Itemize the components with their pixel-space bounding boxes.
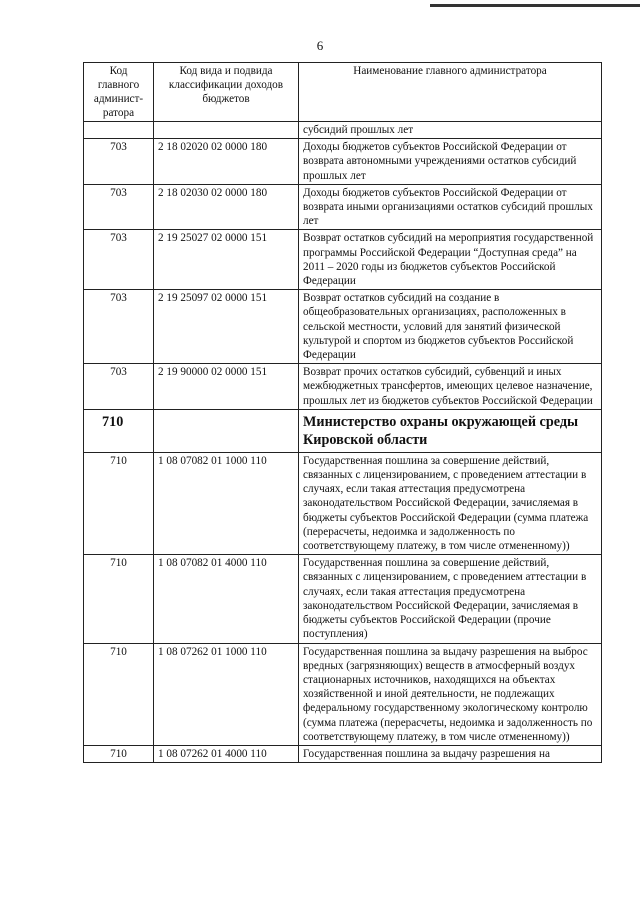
header-admin-code: Код главного админист-ратора (84, 63, 154, 122)
table-row (84, 230, 602, 290)
cell-admin-code (84, 122, 154, 139)
cell-admin-name: Министерство охраны окружающей среды Кировской области (299, 409, 602, 452)
cell-admin-name: Возврат остатков субсидий на мероприятия государственной программы Российской Федерации “Доступная среда” на 2011 – 2020 годы из бюджетов субъектов Российской Федерации (299, 230, 602, 290)
cell-admin-name: Государственная пошлина за совершение действий, связанных с лицензированием, с проведением аттестации в случаях, если такая аттестация предусмотрена законодательством Российской Федерации, зачисляемая в бюджеты субъектов Российской Федерации (прочие поступления) (299, 555, 602, 643)
cell-revenue-code: 1 08 07082 01 4000 110 (154, 555, 299, 643)
cell-revenue-code (154, 122, 299, 139)
table-row (84, 184, 602, 230)
cell-admin-code: 703 (84, 364, 154, 410)
table-row (84, 290, 602, 364)
header-revenue-code: Код вида и подвида классификации доходов бюджетов (154, 63, 299, 122)
cell-admin-code: 710 (84, 452, 154, 554)
cell-admin-name: Возврат остатков субсидий на создание в общеобразовательных организациях, расположенных в сельской местности, условий для занятий физической культурой и спортом из бюджетов субъектов Российской Федерации (299, 290, 602, 364)
cell-admin-code: 703 (84, 290, 154, 364)
cell-revenue-code (154, 409, 299, 452)
cell-admin-name: Доходы бюджетов субъектов Российской Федерации от возврата иными организациями остатков субсидий прошлых лет (299, 184, 602, 230)
cell-revenue-code: 1 08 07262 01 4000 110 (154, 745, 299, 762)
cell-admin-name: Государственная пошлина за совершение действий, связанных с лицензированием, с проведением аттестации в случаях, если такая аттестация предусмотрена законодательством Российской Федерации, зачисляемая в бюджеты субъектов Российской Федерации (сумма платежа (перерасчеты, недоимка и задолженность по соответствующему платежу, в том числе отмененному)) (299, 452, 602, 554)
revenue-administrators-table (83, 62, 602, 763)
cell-admin-name: субсидий прошлых лет (299, 122, 602, 139)
cell-admin-code: 710 (84, 745, 154, 762)
cell-admin-code: 703 (84, 230, 154, 290)
cell-revenue-code: 2 18 02030 02 0000 180 (154, 184, 299, 230)
cell-admin-name: Доходы бюджетов субъектов Российской Федерации от возврата автономными учреждениями остатков субсидий прошлых лет (299, 139, 602, 185)
page-number: 6 (316, 38, 324, 53)
cell-admin-name: Государственная пошлина за выдачу разрешения на (299, 745, 602, 762)
cell-revenue-code: 1 08 07262 01 1000 110 (154, 643, 299, 745)
cell-admin-name: Возврат прочих остатков субсидий, субвенций и иных межбюджетных трансфертов, имеющих целевое назначение, прошлых лет из бюджетов субъектов Российской Федерации (299, 364, 602, 410)
table-row (84, 139, 602, 185)
section-row (84, 409, 602, 452)
cell-admin-code: 710 (84, 409, 154, 452)
table-row (84, 122, 602, 139)
cell-admin-code: 710 (84, 643, 154, 745)
header-admin-name: Наименование главного администратора (299, 63, 602, 122)
cell-admin-name: Государственная пошлина за выдачу разрешения на выброс вредных (загрязняющих) веществ в атмосферный воздух стационарных источников, находящихся на объектах хозяйственной и иной деятельности, не подлежащих федеральному государственному экологическому контролю (сумма платежа (перерасчеты, недоимка и задолженность по соответствующему платежу, в том числе отмененному)) (299, 643, 602, 745)
cell-revenue-code: 2 19 25097 02 0000 151 (154, 290, 299, 364)
cell-admin-code: 703 (84, 139, 154, 185)
cell-admin-code: 710 (84, 555, 154, 643)
table-row (84, 364, 602, 410)
table-row (84, 555, 602, 643)
table-row (84, 452, 602, 554)
cell-revenue-code: 2 19 25027 02 0000 151 (154, 230, 299, 290)
scan-edge-line (430, 4, 640, 7)
table-header-row (84, 63, 602, 122)
cell-revenue-code: 2 18 02020 02 0000 180 (154, 139, 299, 185)
table-row (84, 745, 602, 762)
table-row (84, 643, 602, 745)
cell-admin-code: 703 (84, 184, 154, 230)
cell-revenue-code: 2 19 90000 02 0000 151 (154, 364, 299, 410)
cell-revenue-code: 1 08 07082 01 1000 110 (154, 452, 299, 554)
